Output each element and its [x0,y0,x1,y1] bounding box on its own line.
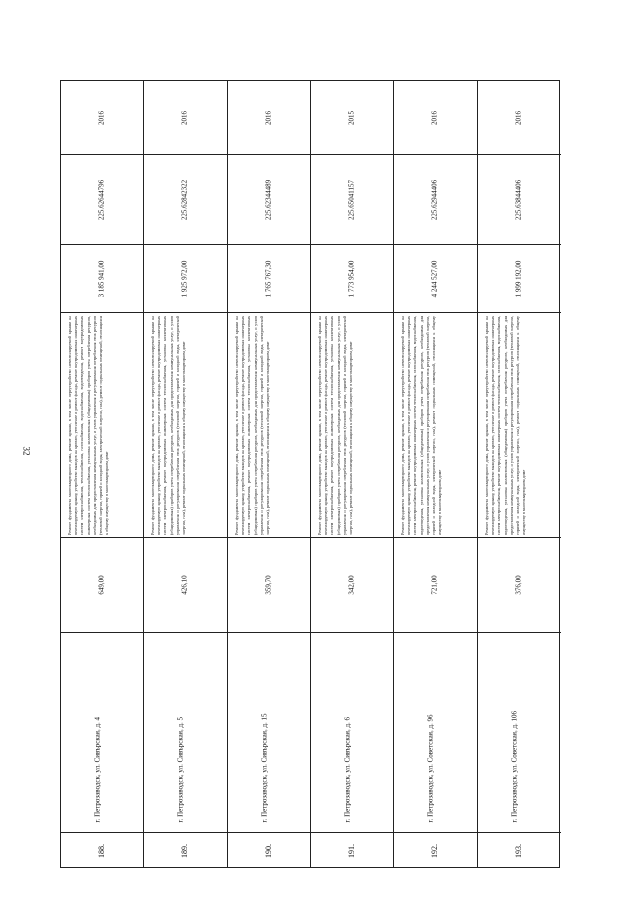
cell-address-text: г. Петрозаводск, ул. Советская, д. 106 [510,710,519,823]
cell-address-text: г. Петрозаводск, ул. Сивърская, д. 4 [93,716,102,823]
cell-year [478,81,561,155]
table-row [478,81,561,867]
repair-description: Ремонт фундамента многоквартирного дома, ремонт крыши, в том числе переустройство невентилируемой крыши на вентилируемую крышу, устройство выходов на кровлю, утепление и ремонт фасада, ремонт внутридомовых инженерных систем электроснабжения, ремонт внутридомовых инженерных систем теплоснабжения, газоснабжения, водоснабжения, водоотведения, установка коллективных (общедомовых) приборов учета потребления ресурсов, необходимых для предоставления коммунальных услуг, и узлов управления и регулирования потребления этих ресурсов (тепловой энергии, горячей и холодной воды, электрической энергии, газа), ремонт подвальных помещений, относящихся к общему имуществу в многоквартирном доме [400,316,443,535]
cell-code [144,155,226,245]
cell-cost [394,245,476,313]
cell-year-text: 2016 [97,110,106,125]
cell-cost-text: 1 765 767,30 [264,260,273,297]
cell-address [394,633,476,833]
cell-code [228,155,310,245]
table-row [394,81,477,867]
cell-cost-text: 4 244 527,00 [430,260,439,297]
cell-num [144,833,226,869]
cell-cost [61,245,143,313]
cell-description [228,313,310,538]
cell-code-text: 225.62944406 [430,179,439,220]
cell-num [478,833,561,869]
cell-address-text: г. Петрозаводск, ул. Сивърская, д. 5 [176,716,185,823]
cell-area-text: 359,70 [264,575,273,595]
cell-year-text: 2016 [430,110,439,125]
cell-address [61,633,143,833]
cell-area-text: 342,00 [347,575,356,595]
cell-area [478,538,561,633]
cell-code-text: 225.62644796 [97,179,106,220]
cell-year-text: 2015 [347,110,356,125]
cell-cost [478,245,561,313]
cell-year [61,81,143,155]
cell-address-text: г. Петрозаводск, ул. Сивърская, д. 6 [343,716,352,823]
cell-area [311,538,393,633]
table-row [144,81,227,867]
page-number: 32 [21,446,32,456]
cell-area-text: 426,10 [180,575,189,595]
cell-code-text: 225.62344489 [264,179,273,220]
table-row [61,81,144,867]
cell-num-text: 191. [347,844,357,858]
cell-address [144,633,226,833]
capital-repair-table [60,80,560,868]
cell-code-text: 225.62842322 [180,179,189,220]
cell-address [478,633,561,833]
cell-area-text: 649,00 [97,575,106,595]
cell-code [61,155,143,245]
cell-year [144,81,226,155]
cell-address [228,633,310,833]
cell-description [61,313,143,538]
cell-code-text: 225.63844406 [514,179,523,220]
cell-num [61,833,143,869]
cell-year [394,81,476,155]
cell-year-text: 2016 [264,110,273,125]
repair-description: Ремонт фундамента многоквартирного дома, ремонт крыши, в том числе переустройство невентилируемой крыши на вентилируемую крышу, устройство выходов на кровлю, утепление и ремонт фасада, ремонт внутридомовых инженерных систем электроснабжения, теплоснабжения, газоснабжения, водоснабжения, водоотведения, ремонт внутридомовых инженерных систем теплоснабжения, установка коллективных (общедомовых) приборов учета потребления ресурсов, необходимых для предоставления коммунальных услуг, и узлов управления и регулирования потребления этих ресурсов (тепловой энергии, горячей и холодной воды, электрической энергии, газа), ремонт подвальных помещений, относящихся к общему имуществу в многоквартирном доме [67,316,110,535]
cell-year [311,81,393,155]
cell-code [311,155,393,245]
cell-description [394,313,476,538]
cell-num-text: 188. [97,844,107,858]
cell-area [61,538,143,633]
cell-year-text: 2016 [180,110,189,125]
cell-code [394,155,476,245]
cell-description [311,313,393,538]
repair-description: Ремонт фундамента многоквартирного дома, ремонт крыши, в том числе переустройство невентилируемой крыши на вентилируемую крышу, устройство выходов на кровлю, утепление и ремонт фасада, ремонт внутридомовых инженерных систем электроснабжения, ремонт внутридомовых инженерных систем теплоснабжения, установка коллективных (общедомовых) приборов учета потребления ресурсов, необходимых для предоставления коммунальных услуг, и узлов управления и регулирования потребления этих ресурсов (тепловой энергии, горячей и холодной воды, электрической энергии, газа), ремонт подвальных помещений, относящихся к общему имуществу в многоквартирном доме [233,316,270,535]
cell-num [228,833,310,869]
cell-cost-text: 1 925 972,00 [180,260,189,297]
cell-num [394,833,476,869]
cell-num-text: 190. [263,844,273,858]
cell-cost-text: 3 185 941,00 [97,260,106,297]
repair-description: Ремонт фундамента многоквартирного дома, ремонт крыши, в том числе переустройство невентилируемой крыши на вентилируемую крышу, устройство выходов на кровлю, утепление и ремонт фасада, ремонт внутридомовых инженерных систем электроснабжения, ремонт внутридомовых инженерных систем теплоснабжения, газоснабжения, водоснабжения, водоотведения, установка коллективных (общедомовых) приборов учета потребления ресурсов, необходимых для предоставления коммунальных услуг, и узлов управления и регулирования потребления этих ресурсов (тепловой энергии, горячей и холодной воды, электрической энергии, газа), ремонт подвальных помещений, относящихся к общему имуществу в многоквартирном доме [483,316,526,535]
cell-year-text: 2016 [514,110,523,125]
cell-num-text: 193. [514,844,524,858]
cell-cost-text: 1 773 954,00 [347,260,356,297]
cell-address-text: г. Петрозаводск, ул. Сивърская, д. 15 [260,713,269,823]
repair-description: Ремонт фундамента многоквартирного дома, ремонт крыши, в том числе переустройство невентилируемой крыши на вентилируемую крышу, устройство выходов на кровлю, утепление и ремонт фасада, ремонт внутридомовых инженерных систем электроснабжения, ремонт внутридомовых инженерных систем теплоснабжения, установка коллективных (общедомовых) приборов учета потребления ресурсов, необходимых для предоставления коммунальных услуг, и узлов управления и регулирования потребления этих ресурсов (тепловой энергии, горячей и холодной воды, электрической энергии, газа), ремонт подвальных помещений, относящихся к общему имуществу в многоквартирном доме [150,316,187,535]
cell-area-text: 376,00 [514,575,523,595]
cell-address [311,633,393,833]
repair-description: Ремонт фундамента многоквартирного дома, ремонт крыши, в том числе переустройство невентилируемой крыши на вентилируемую крышу, устройство выходов на кровлю, утепление и ремонт фасада, ремонт внутридомовых инженерных систем электроснабжения, ремонт внутридомовых инженерных систем теплоснабжения, установка коллективных (общедомовых) приборов учета потребления ресурсов, необходимых для предоставления коммунальных услуг, и узлов управления и регулирования потребления этих ресурсов (тепловой энергии, горячей и холодной воды, электрической энергии, газа), ремонт подвальных помещений, относящихся к общему имуществу в многоквартирном доме [317,316,354,535]
cell-area [394,538,476,633]
cell-year [228,81,310,155]
cell-code-text: 225.65041157 [347,179,356,220]
cell-num-text: 189. [180,844,190,858]
cell-cost [311,245,393,313]
cell-area [144,538,226,633]
cell-cost-text: 1 999 192,00 [514,260,523,297]
table-row [228,81,311,867]
cell-description [478,313,561,538]
cell-area-text: 721,00 [430,575,439,595]
cell-description [144,313,226,538]
cell-num-text: 192. [430,844,440,858]
cell-area [228,538,310,633]
table-row [311,81,394,867]
cell-cost [228,245,310,313]
cell-num [311,833,393,869]
cell-code [478,155,561,245]
cell-cost [144,245,226,313]
cell-address-text: г. Петрозаводск, ул. Советская, д. 96 [426,714,435,823]
